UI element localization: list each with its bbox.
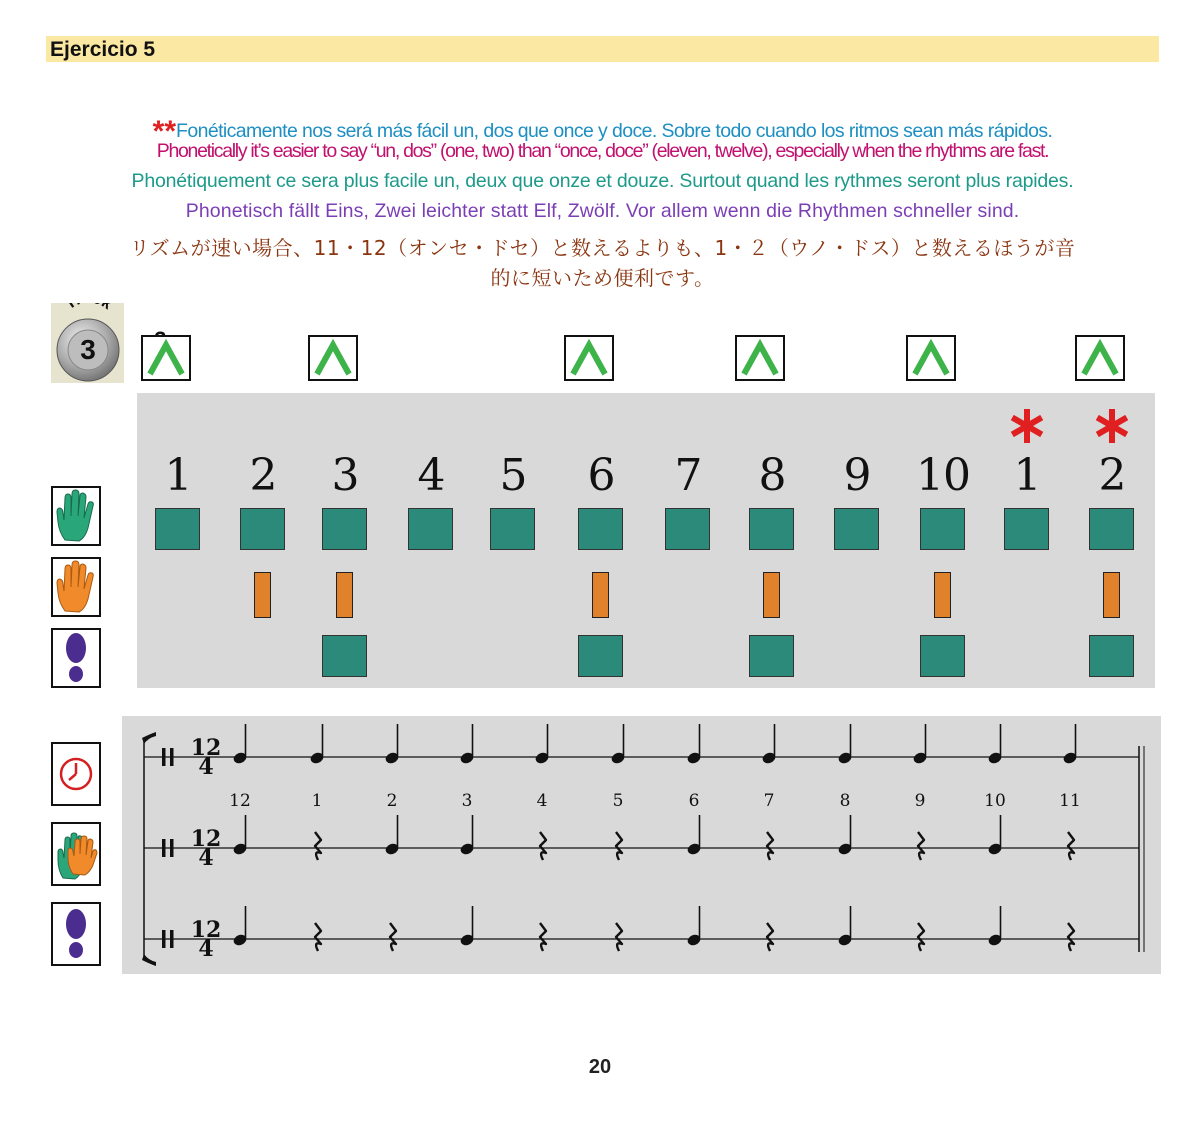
quarter-rest: [767, 832, 773, 860]
accent-caret-icon: [908, 337, 954, 379]
stomp-cell: [749, 635, 794, 677]
asterisk-icon: [1007, 406, 1047, 446]
green-hand-icon: [53, 488, 99, 544]
quarter-rest: [540, 923, 546, 951]
count-label: 8: [839, 791, 851, 811]
stomp-cell: [1089, 635, 1134, 677]
page-number: 20: [588, 1056, 612, 1078]
beat-number: 2: [1098, 450, 1126, 501]
quarter-rest: [390, 923, 396, 951]
quarter-rest: [1068, 832, 1074, 860]
accent-caret-icon: [143, 337, 189, 379]
beat-number: 9: [843, 450, 871, 501]
french-text: Phonétiquement ce sera plus facile un, deux que onze et douze. Surtout quand les rythmes seront plus rapides.: [131, 170, 1074, 192]
percussion-clef: [170, 748, 174, 766]
stomp-cell: [920, 635, 965, 677]
clap-cell: [240, 508, 285, 550]
count-label: 4: [536, 791, 548, 811]
orange-hand-icon: [53, 559, 99, 615]
snap-row-icon: [51, 557, 101, 617]
beat-number: 1: [164, 450, 192, 501]
count-label: 11: [1059, 791, 1081, 811]
snap-cell: [1103, 572, 1120, 618]
count-label: 12: [229, 791, 251, 811]
rhythm-grid-panel: [137, 393, 1155, 688]
clap-cell: [1004, 508, 1049, 550]
clap-cell: [155, 508, 200, 550]
clap-cell: [578, 508, 623, 550]
track-number: 3: [80, 334, 96, 365]
quarter-rest: [315, 832, 321, 860]
quarter-rest: [616, 923, 622, 951]
percussion-clef: [162, 748, 166, 766]
hands-row-icon: [51, 822, 101, 886]
beat-number: 6: [587, 450, 615, 501]
quarter-rest: [918, 923, 924, 951]
japanese-text-line1: リズムが速い場合、11・12（オンセ・ドセ）と数えるよりも、1・２（ウノ・ドス）と数えるほうが音: [129, 236, 1076, 260]
time-signature-bottom: 4: [198, 845, 214, 871]
time-signature-bottom: 4: [198, 754, 214, 780]
clap-cell: [408, 508, 453, 550]
beat-number: 2: [249, 450, 277, 501]
accent-caret-icon: [310, 337, 356, 379]
asterisk-icon: [1092, 406, 1132, 446]
accent-caret-icon: [566, 337, 612, 379]
beat-number: 5: [499, 450, 527, 501]
time-signature-top: 12: [190, 917, 222, 943]
purple-footprint-icon: [53, 630, 99, 686]
snap-cell: [592, 572, 609, 618]
bracket-bottom: [142, 954, 156, 966]
snap-cell: [934, 572, 951, 618]
bracket-top: [142, 732, 156, 744]
percussion-clef: [170, 839, 174, 857]
count-label: 3: [461, 791, 473, 811]
stomp-cell: [322, 635, 367, 677]
title-bar: [46, 36, 1159, 62]
accent-marker: [735, 335, 785, 381]
time-signature-top: 12: [190, 826, 222, 852]
count-label: 5: [612, 791, 624, 811]
spanish-sentence: Fonéticamente nos será más fácil un, dos que once y doce. Sobre todo cuando los ritmos sean más rápidos.: [176, 120, 1053, 142]
clap-cell: [665, 508, 710, 550]
japanese-text-line2: 的に短いため便利です。: [490, 266, 715, 290]
snap-cell: [336, 572, 353, 618]
quarter-rest: [315, 923, 321, 951]
clock-icon: [53, 744, 99, 804]
quarter-rest: [616, 832, 622, 860]
stomp-score-icon: [51, 902, 101, 966]
clap-cell: [490, 508, 535, 550]
count-label: 7: [763, 791, 775, 811]
accent-marker: [564, 335, 614, 381]
track-badge: [51, 303, 124, 383]
count-label: 2: [386, 791, 398, 811]
stomp-row-icon: [51, 628, 101, 688]
percussion-clef: [162, 930, 166, 948]
percussion-clef: [162, 839, 166, 857]
count-label: 9: [914, 791, 926, 811]
quarter-rest: [540, 832, 546, 860]
quarter-rest: [918, 832, 924, 860]
beat-number: 7: [674, 450, 702, 501]
quarter-rest: [1068, 923, 1074, 951]
score: [122, 716, 1161, 974]
clap-cell: [322, 508, 367, 550]
beat-number: 10: [916, 450, 970, 501]
exercise-title: Ejercicio 5: [50, 38, 156, 61]
beat-number: 1: [1013, 450, 1041, 501]
percussion-clef: [170, 930, 174, 948]
count-label: 1: [311, 791, 323, 811]
count-label: 10: [984, 791, 1006, 811]
purple-footprint-icon: [53, 904, 99, 964]
snap-cell: [254, 572, 271, 618]
two-hands-icon: [53, 824, 99, 884]
accent-marker: [308, 335, 358, 381]
clap-cell: [1089, 508, 1134, 550]
snap-cell: [763, 572, 780, 618]
beat-number: 4: [417, 450, 445, 501]
accent-marker: [1075, 335, 1125, 381]
quarter-rest: [767, 923, 773, 951]
clap-cell: [749, 508, 794, 550]
german-text: Phonetisch fällt Eins, Zwei leichter statt Elf, Zwölf. Vor allem wenn die Rhythmen schneller sind.: [185, 200, 1020, 222]
stomp-cell: [578, 635, 623, 677]
clap-row-icon: [51, 486, 101, 546]
accent-caret-icon: [737, 337, 783, 379]
clap-cell: [834, 508, 879, 550]
pulse-row-icon: [51, 742, 101, 806]
accent-marker: [141, 335, 191, 381]
asterisks: **: [152, 115, 177, 148]
english-text: Phonetically it’s easier to say “un, dos” (one, two) than “once, doce” (eleven, twelve), especially when the rhythms are fast.: [156, 140, 1049, 162]
time-signature-bottom: 4: [198, 936, 214, 962]
beat-number: 8: [758, 450, 786, 501]
beat-number: 3: [331, 450, 359, 501]
clap-cell: [920, 508, 965, 550]
accent-marker: [906, 335, 956, 381]
count-label: 6: [688, 791, 700, 811]
time-signature-top: 12: [190, 735, 222, 761]
accent-caret-icon: [1077, 337, 1123, 379]
track-label: T k: [61, 303, 116, 314]
